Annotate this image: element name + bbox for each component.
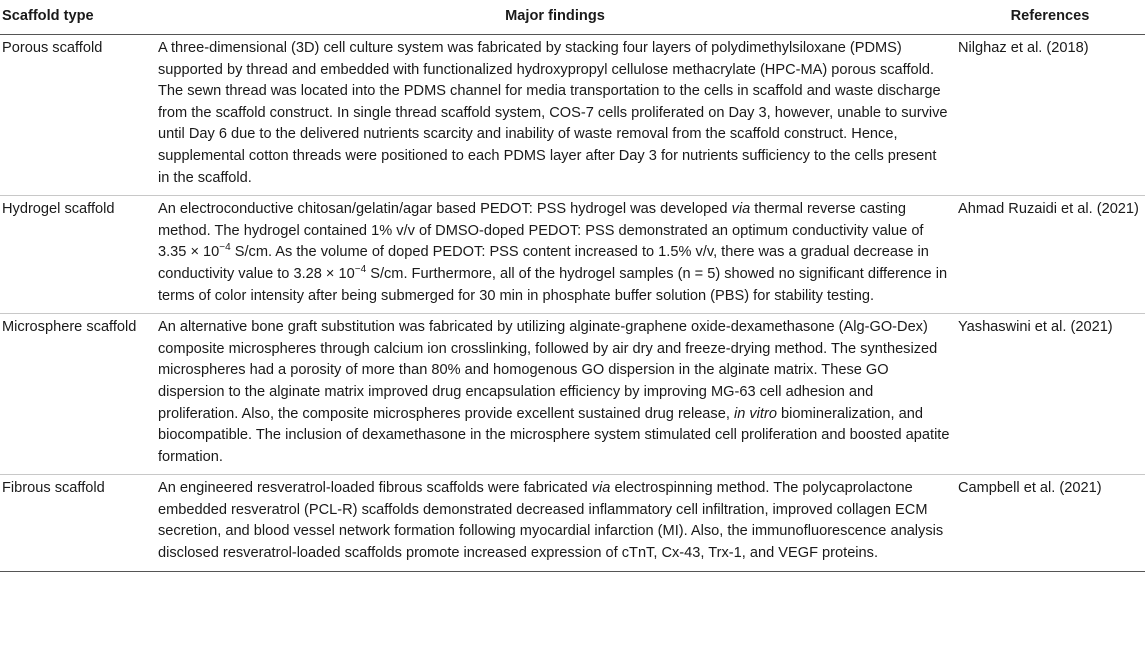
findings-italic: via [731, 201, 751, 218]
findings-text: biomineralization, and biocompatible. The inclusion of dexamethasone in the microsphere system stimulated cell proliferation and boosted apatite formation. [158, 405, 950, 465]
scaffold-type-cell: Porous scaffold [0, 35, 155, 196]
header-scaffold-type: Scaffold type [0, 0, 155, 35]
table-row [0, 475, 1145, 571]
reference-cell: Ahmad Ruzaidi et al. (2021) [955, 196, 1145, 314]
header-row [0, 0, 1145, 35]
header-major-findings: Major findings [155, 0, 955, 35]
findings-cell: A three-dimensional (3D) cell culture system was fabricated by stacking four layers of polydimethylsiloxane (PDMS) supported by thread and embedded with functionalized hydroxypropyl cellulose methacrylate (HPC-MA) porous scaffold. The sewn thread was located into the PDMS channel for media transportation to the cells in scaffold and waste discharge from the scaffold construct. In single thread scaffold system, COS-7 cells proliferated on Day 3, however, unable to survive until Day 6 due to the delivered nutrients scarcity and inability of waste removal from the scaffold construct. Hence, supplemental cotton threads were positioned to each PDMS layer after Day 3 for nutrients sufficiency to the cells present in the scaffold. [155, 35, 955, 196]
scaffold-type-cell: Microsphere scaffold [0, 314, 155, 475]
table-row [0, 196, 1145, 314]
findings-text: An alternative bone graft substitution was fabricated by utilizing alginate-graphene oxide-dexamethasone (Alg-GO-Dex) composite microspheres through calcium ion crosslinking, followed by air dry and freeze-drying method. The synthesized microspheres had a porosity of more than 80% and homogenous GO dispersion in the alginate matrix. These GO dispersion to the alginate matrix improved drug encapsulation efficiency by improving MG-63 cell adhesion and proliferation. Also, the composite microspheres provide excellent sustained drug release, [158, 319, 938, 422]
reference-cell: Campbell et al. (2021) [955, 475, 1145, 571]
scaffold-type-cell: Fibrous scaffold [0, 475, 155, 571]
findings-text: electrospinning method. The polycaprolactone embedded resveratrol (PCL-R) scaffolds demonstrated decreased inflammatory cell infiltration, improved collagen ECM secretion, and blood vessel network formation following myocardial infarction (MI). Also, the immunofluorescence analysis disclosed resveratrol-loaded scaffolds promote increased expression of cTnT, Cx-43, Trx-1, and VEGF proteins. [158, 480, 944, 562]
findings-superscript: −4 [219, 242, 231, 254]
findings-text: An engineered resveratrol-loaded fibrous scaffolds were fabricated [158, 480, 592, 497]
findings-text: S/cm. As the volume of doped PEDOT: PSS content increased to 1.5% v/v, there was a gradual decrease in conductivity value to 3.28 × 10 [158, 244, 929, 282]
table-row [0, 314, 1145, 475]
reference-cell: Yashaswini et al. (2021) [955, 314, 1145, 475]
findings-text: An electroconductive chitosan/gelatin/agar based PEDOT: PSS hydrogel was developed [158, 201, 732, 218]
findings-text: thermal reverse casting method. The hydrogel contained 1% v/v of DMSO-doped PEDOT: PSS demonstrated an optimum conductivity value of 3.35 × 10 [158, 201, 924, 261]
findings-text: S/cm. Furthermore, all of the hydrogel samples (n = 5) showed no significant difference in terms of color intensity after being submerged for 30 min in phosphate buffer solution (PBS) for stability testing. [158, 265, 948, 304]
findings-italic: in vitro [733, 405, 777, 422]
findings-superscript: −4 [354, 264, 367, 276]
scaffold-type-cell: Hydrogel scaffold [0, 196, 155, 314]
findings-italic: via [591, 480, 611, 497]
findings-cell [155, 196, 955, 314]
reference-cell: Nilghaz et al. (2018) [955, 35, 1145, 196]
findings-cell [155, 475, 955, 571]
findings-cell [155, 314, 955, 475]
header-references: References [955, 0, 1145, 35]
table-row [0, 35, 1145, 196]
